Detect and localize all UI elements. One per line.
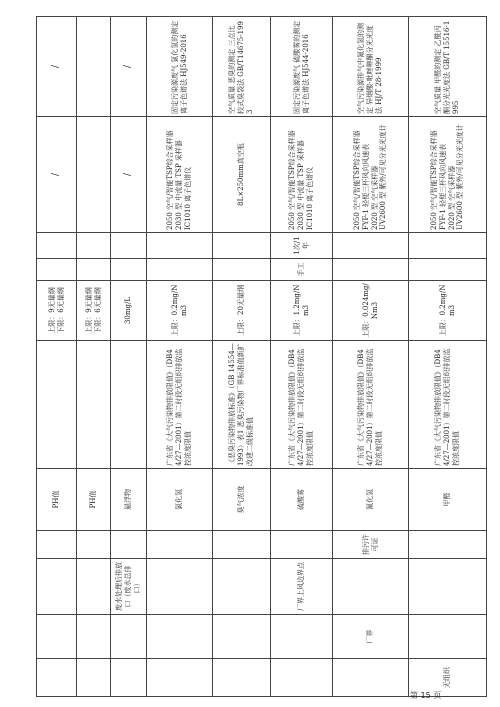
cell-point [213, 559, 271, 615]
cell-method: / [37, 17, 77, 117]
page-number: 第 15 页 [410, 691, 442, 700]
cell-standard: 广东省《大气污染物排放限值》（DB44/27—2001）第二时段无组织排放监控浓度限值 [271, 341, 333, 469]
cell-item: 悬浮物 [111, 469, 147, 531]
cell-basis [271, 531, 333, 559]
cell-method [77, 17, 111, 117]
cell-location [271, 615, 333, 659]
cell-instrument: 8L×250mm真空瓶 [213, 117, 271, 233]
cell-instrument: / [111, 117, 147, 233]
cell-freq [213, 259, 271, 281]
cell-basis [147, 531, 213, 559]
cell-standard [77, 341, 111, 469]
cell-instrument [77, 117, 111, 233]
cell-freq [111, 259, 147, 281]
cell-standard: 《恶臭污染物排放标准》（GB 14554—1993）表1 恶臭污染物厂界标准值新扩改建二级标准值 [213, 341, 271, 469]
cell-freq: 手工 [271, 259, 333, 281]
table-row [409, 17, 487, 697]
cell-category [77, 659, 111, 697]
cell-limit: 上限：20无量纲 [213, 281, 271, 341]
cell-point [37, 559, 77, 615]
cell-category [213, 659, 271, 697]
cell-times: 1次/1年 [271, 233, 333, 259]
monitoring-table [36, 16, 487, 697]
cell-method: / [111, 17, 147, 117]
cell-times [213, 233, 271, 259]
cell-category: 无组织 [409, 659, 487, 697]
cell-category [111, 659, 147, 697]
cell-category [271, 659, 333, 697]
cell-basis [77, 531, 111, 559]
cell-times [37, 233, 77, 259]
cell-times [147, 233, 213, 259]
cell-limit: 上限：9无量纲 下限：6无量纲 [37, 281, 77, 341]
cell-basis: 排污许可证 [333, 531, 409, 559]
cell-point: 废水处理后排放口（废水总排口） [111, 559, 147, 615]
cell-item: PH值 [77, 469, 111, 531]
cell-point [147, 559, 213, 615]
cell-limit: 上限：0.2mg/Nm3 [409, 281, 487, 341]
cell-method: 固定污染源废气 硫酸雾的测定 离子色谱法 HJ544-2016 [271, 17, 333, 117]
cell-method: 固定污染源废气 氯化氢的测定 离子色谱法 HJ549-2016 [147, 17, 213, 117]
cell-location [147, 615, 213, 659]
cell-times [333, 233, 409, 259]
cell-limit: 上限：0.024mg/Nm3 [333, 281, 409, 341]
cell-limit: 上限：0.2mg/Nm3 [147, 281, 213, 341]
cell-freq [409, 259, 487, 281]
cell-location [409, 615, 487, 659]
cell-standard [37, 341, 77, 469]
cell-item: 氰化氢 [333, 469, 409, 531]
cell-standard: 广东省《大气污染物排放限值》（DB44/27—2001）第二时段无组织排放监控浓度限值 [409, 341, 487, 469]
cell-point [333, 559, 409, 615]
cell-point: 厂界上风边界点 [271, 559, 333, 615]
table-row [333, 17, 409, 697]
cell-point [409, 559, 487, 615]
cell-instrument: 2050 空气/智能TSP综合采样器 2030 型 中流量 TSP 采样器 IC1010 离子色谱仪 [271, 117, 333, 233]
cell-basis [37, 531, 77, 559]
cell-category [147, 659, 213, 697]
cell-point [77, 559, 111, 615]
cell-location [213, 615, 271, 659]
cell-item: 甲醛 [409, 469, 487, 531]
cell-standard [111, 341, 147, 469]
cell-location [77, 615, 111, 659]
cell-basis [409, 531, 487, 559]
cell-method: 空气污染源排气中氰化氢的测定 异烟酸-吡唑啉酮分光光度法 HJ/T 28-1999 [333, 17, 409, 117]
cell-method: 空气质量 甲醛的测定 乙酰丙酮分光光度法 GB/T 15516-1995 [409, 17, 487, 117]
cell-freq [147, 259, 213, 281]
cell-location [111, 615, 147, 659]
cell-basis [213, 531, 271, 559]
table-row [147, 17, 213, 697]
cell-freq [333, 259, 409, 281]
cell-item: PH值 [37, 469, 77, 531]
cell-category [37, 659, 77, 697]
cell-times [111, 233, 147, 259]
cell-limit: 30mg/L [111, 281, 147, 341]
table-row [111, 17, 147, 697]
cell-freq [77, 259, 111, 281]
table-row [213, 17, 271, 697]
cell-item: 氯化氢 [147, 469, 213, 531]
cell-category [333, 659, 409, 697]
cell-limit: 上限：9无量纲 下限：6无量纲 [77, 281, 111, 341]
cell-instrument: / [37, 117, 77, 233]
cell-instrument: 2050 空气/智能TSP综合采样器 FYF-1 轻便三杯风向风速表 2020 型 空气采样器 UV2600 型 紫外/可见分光光度计 [333, 117, 409, 233]
table-row [271, 17, 333, 697]
cell-instrument: 2050 空气/智能TSP综合采样器 FYF-1 轻便三杯风向风速表 2020 型 空气采样器 UV2600 型 紫外/可见分光光度计 [409, 117, 487, 233]
table-row [37, 17, 77, 697]
cell-standard: 广东省《大气污染物排放限值》（DB44/27—2001）第二时段无组织排放监控浓度限值 [333, 341, 409, 469]
cell-limit: 上限：1.2mg/Nm3 [271, 281, 333, 341]
cell-instrument: 2050 空气/智能TSP综合采样器 2030 型 中流量 TSP 采样器 IC1010 离子色谱仪 [147, 117, 213, 233]
table-row [77, 17, 111, 697]
cell-freq [37, 259, 77, 281]
cell-times [409, 233, 487, 259]
cell-standard: 广东省《大气污染物排放限值》（DB44/27—2001）第二时段无组织排放监控浓度限值 [147, 341, 213, 469]
cell-location [37, 615, 77, 659]
cell-method: 空气质量 恶臭的测定 三点比较式臭袋法 GB/T14675-1993 [213, 17, 271, 117]
cell-times [77, 233, 111, 259]
cell-basis [111, 531, 147, 559]
cell-location: 厂界 [333, 615, 409, 659]
cell-item: 硫酸雾 [271, 469, 333, 531]
cell-item: 臭气浓度 [213, 469, 271, 531]
